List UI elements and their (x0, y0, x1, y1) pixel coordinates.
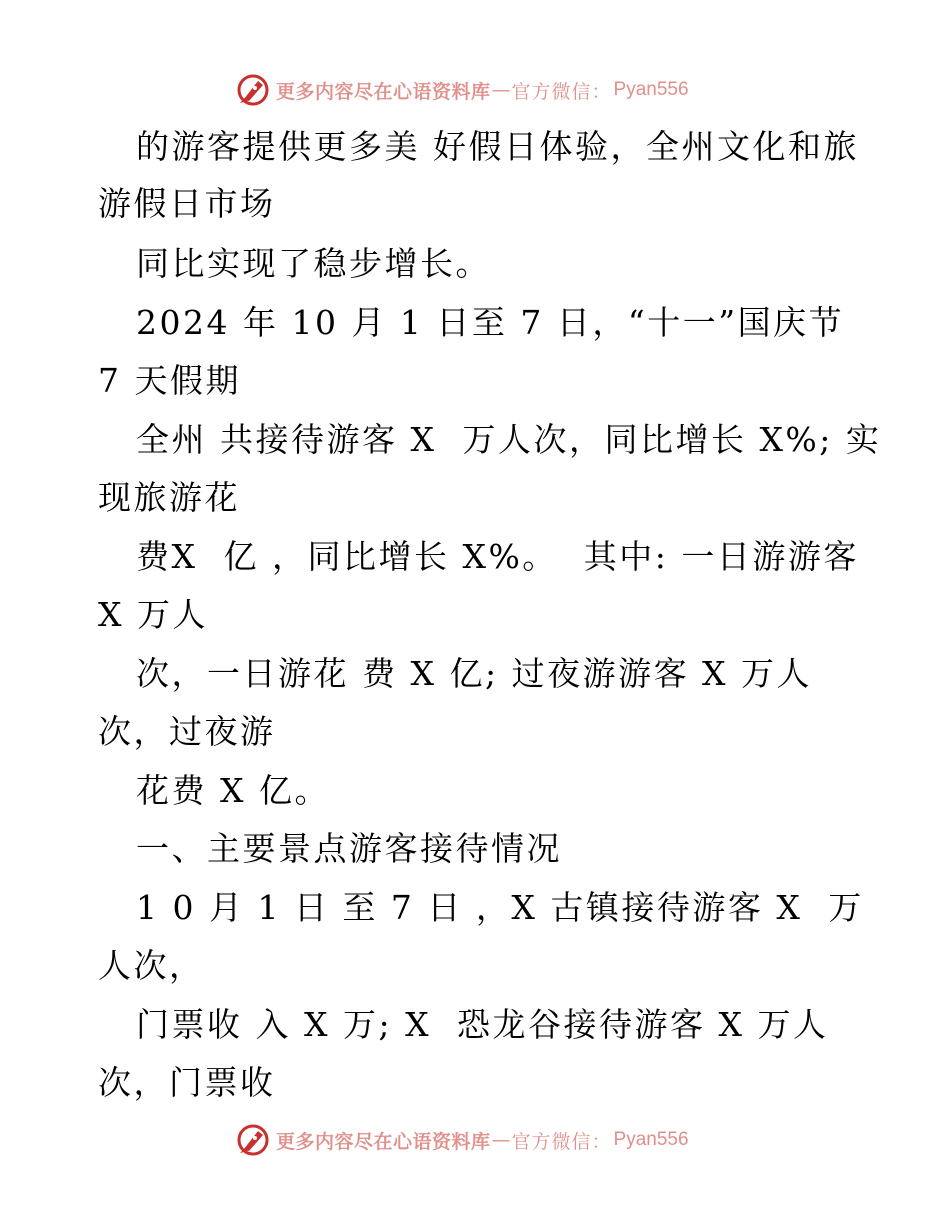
body-line: 的游客提供更多美 好假日体验，全州文化和旅 (136, 127, 859, 166)
body-line: 花费 X 亿。 (136, 771, 330, 810)
section-heading: 一、主要景点游客接待情况 (136, 829, 562, 868)
footer-subtitle: 官方微信： (511, 1130, 612, 1153)
body-line: 7 天假期 (98, 361, 241, 400)
footer-watermark (0, 1120, 950, 1160)
body-line: 2024 年 10 月 1 日至 7 日，“十一”国庆节 (136, 303, 845, 342)
footer-wechat-id: Pyan556 (613, 1129, 689, 1150)
body-line: 1 0 月 1 日 至 7 日 ，X 古镇接待游客 X 万 (136, 888, 864, 927)
footer-dash: — (491, 1129, 511, 1151)
footer-brand-text: 更多内容尽在心语资料库 (276, 1130, 491, 1153)
body-line: 次，门票收 (98, 1063, 276, 1102)
body-line: 次，过夜游 (98, 712, 276, 751)
header-brand-text: 更多内容尽在心语资料库 (276, 80, 491, 103)
body-line: X 万人 (98, 595, 208, 634)
header-wechat-id: Pyan556 (613, 79, 689, 100)
body-line: 游假日市场 (98, 184, 276, 223)
header-watermark (0, 70, 950, 110)
body-line: 人次， (98, 946, 205, 985)
body-line: 门票收 入 X 万; X 恐龙谷接待游客 X 万人 (136, 1005, 829, 1044)
header-subtitle: 官方微信： (511, 80, 612, 103)
body-line: 全州 共接待游客 X 万人次，同比增长 X%; 实 (136, 420, 882, 459)
body-line: 费X 亿 ，同比增长 X%。 其中: 一日游游客 (136, 537, 859, 576)
header-dash: — (491, 79, 511, 101)
body-line: 同比实现了稳步增长。 (136, 244, 491, 283)
pen-nib-logo-icon (236, 1123, 270, 1157)
pen-nib-logo-icon (236, 73, 270, 107)
body-line: 现旅游花 (98, 478, 240, 517)
body-line: 次，一日游花 费 X 亿; 过夜游游客 X 万人 (136, 654, 813, 693)
